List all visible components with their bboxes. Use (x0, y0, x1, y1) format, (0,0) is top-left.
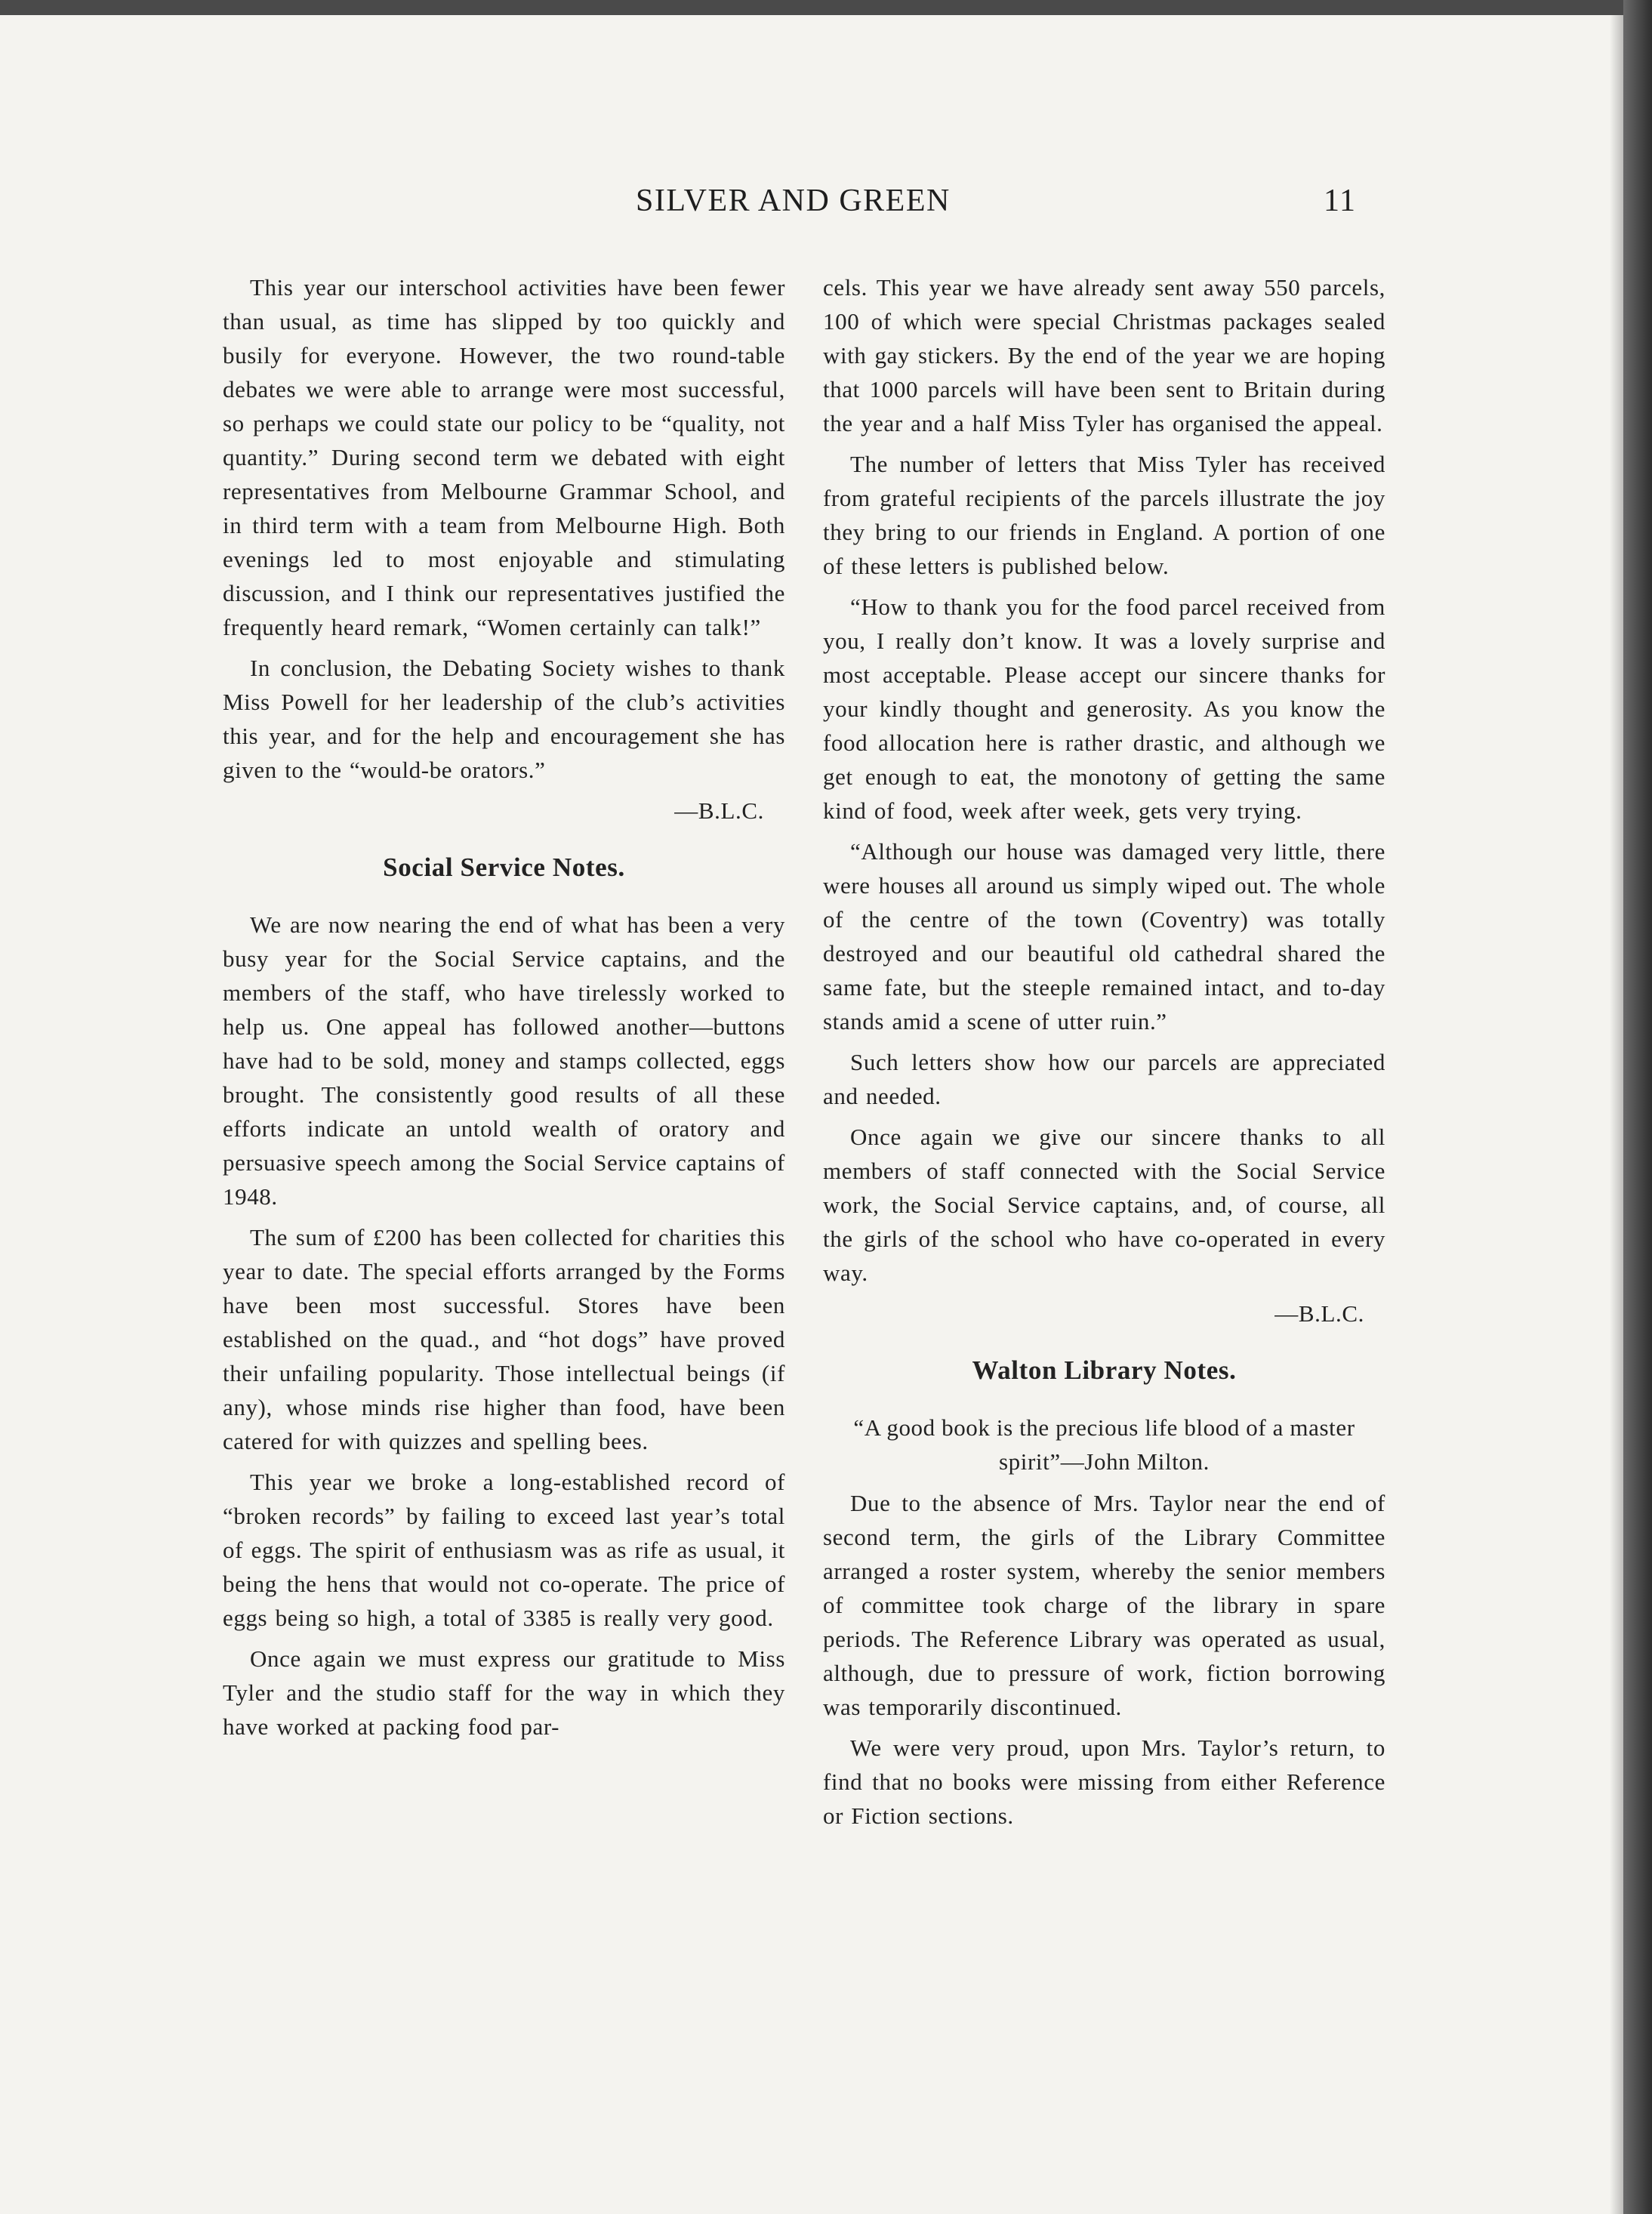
library-heading: Walton Library Notes. (972, 1355, 1237, 1385)
document-page (0, 15, 1623, 2214)
social-service-paragraph-2: The sum of £200 has been collected for charities this year to date. The special efforts arranged by the Forms have been most successful. Stores have been established on the quad., and “hot dogs” have proved their unfailing popularity. Those intellectual beings (if any), whose minds rise higher than food, have been catered for with quizzes and spelling bees. (223, 1224, 785, 1454)
social-service-paragraph-4: Once again we must express our gratitude to Miss Tyler and the studio staff for the way in which they have worked at packing food par- (223, 1645, 785, 1740)
library-motto-quote: “A good book is the precious life blood of a master spirit”—John Milton. (853, 1414, 1355, 1475)
debating-signature: —B.L.C. (674, 797, 764, 824)
social-service-heading: Social Service Notes. (383, 853, 625, 882)
publication-title: SILVER AND GREEN (636, 183, 951, 218)
social-service-paragraph-4-continued: cels. This year we have already sent away 550 parcels, 100 of which were special Christmas packages sealed with gay stickers. By the end of the year we are hoping that 1000 parcels will have been sent to Britain during the year and a half Miss Tyler has organised the appeal. (823, 274, 1385, 436)
library-paragraph-2: We were very proud, upon Mrs. Taylor’s return, to find that no books were missing from either Reference or Fiction sections. (823, 1735, 1385, 1829)
right-column (823, 270, 1385, 1839)
debating-paragraph-1: This year our interschool activities have been fewer than usual, as time has slipped by too quickly and busily for everyone. However, the two round-table debates we were able to arrange were most successful, so perhaps we could state our policy to be “quality, not quantity.” During second term we debated with eight representatives from Melbourne Grammar School, and in third term with a team from Melbourne High. Both evenings led to most enjoyable and stimulating discussion, and I think our representatives justified the frequently heard remark, “Women certainly can talk!” (223, 274, 785, 640)
social-service-paragraph-7: Once again we give our sincere thanks to all members of staff connected with the Social Service work, the Social Service captains, and, of course, all the girls of the school who have co-operated in every way. (823, 1124, 1385, 1286)
debating-paragraph-2: In conclusion, the Debating Society wishes to thank Miss Powell for her leadership of the club’s activities this year, and for the help and encouragement she has given to the “would-be orators.” (223, 655, 785, 783)
scan-edge-shadow (1623, 0, 1652, 2214)
letter-quote-2: “Although our house was damaged very little, there were houses all around us simply wiped out. The whole of the centre of the town (Coventry) was totally destroyed and our beautiful old cathedral shared the same fate, but the steeple remained intact, and to-day stands amid a scene of utter ruin.” (823, 838, 1385, 1035)
social-service-paragraph-5: The number of letters that Miss Tyler has received from grateful recipients of the parcels illustrate the joy they bring to our friends in England. A portion of one of these letters is published below. (823, 451, 1385, 579)
page-number: 11 (1324, 183, 1357, 218)
social-service-paragraph-6: Such letters show how our parcels are appreciated and needed. (823, 1049, 1385, 1109)
left-column (223, 270, 785, 1750)
social-service-paragraph-3: This year we broke a long-established record of “broken records” by failing to exceed last year’s total of eggs. The spirit of enthusiasm was as rife as usual, it being the hens that would not co-operate. The price of eggs being so high, a total of 3385 is really very good. (223, 1469, 785, 1631)
social-service-signature: —B.L.C. (1274, 1300, 1364, 1327)
social-service-paragraph-1: We are now nearing the end of what has been a very busy year for the Social Service captains, and the members of the staff, who have tirelessly worked to help us. One appeal has followed another—buttons have had to be sold, money and stamps collected, eggs brought. The consistently good results of all these efforts indicate an untold wealth of oratory and persuasive speech among the Social Service captains of 1948. (223, 911, 785, 1210)
letter-quote-1: “How to thank you for the food parcel received from you, I really don’t know. It was a lovely surprise and most acceptable. Please accept our sincere thanks for your kindly thought and generosity. As you know the food allocation here is rather drastic, and although we get enough to eat, the monotony of getting the same kind of food, week after week, gets very trying. (823, 594, 1385, 824)
library-paragraph-1: Due to the absence of Mrs. Taylor near the end of second term, the girls of the Library Committee arranged a roster system, whereby the senior members of committee took charge of the library in spare periods. The Reference Library was operated as usual, although, due to pressure of work, fiction borrowing was temporarily discontinued. (823, 1490, 1385, 1720)
running-head (0, 183, 1623, 228)
